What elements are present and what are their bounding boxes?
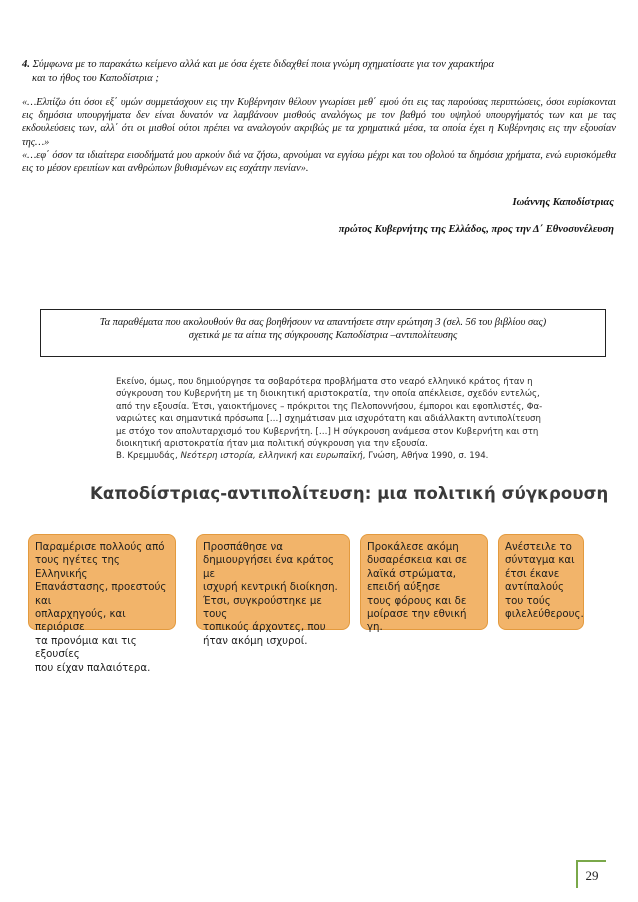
page-number: 29 xyxy=(576,860,606,888)
card-sidelined-leaders xyxy=(28,534,176,674)
card-suspended-constitution xyxy=(498,534,584,630)
conflict-cards xyxy=(28,534,598,674)
excerpt-line: από την εξουσία. Έτσι, γαιοκτήμονες – πρόκριτοι της Πελοποννήσου, έμποροι και εφοπλιστές, Φα- xyxy=(116,401,543,412)
excerpt-line: σύγκρουση του Κυβερνήτη με τη διοικητική αριστοκρατία, την οποία απέκλεισε, σχεδόν εντελώς, xyxy=(116,389,540,400)
source-author: Β. Κρεμμυδάς, xyxy=(116,451,178,462)
card-line: Προκάλεσε ακόμη xyxy=(367,542,459,553)
card-line: ήταν ακόμη ισχυροί. xyxy=(203,635,308,647)
card-line: του τούς xyxy=(505,595,551,607)
card-line: δυσαρέσκεια και σε xyxy=(367,555,468,567)
card-popular-discontent xyxy=(360,534,488,634)
card-line: έτσι έκανε xyxy=(505,568,560,580)
card-line: ισχυρή κεντρική διοίκηση. xyxy=(203,582,338,594)
card-line: Παραμέρισε πολλούς από xyxy=(35,542,165,553)
card-line: αντίπαλούς xyxy=(505,582,564,594)
source-book: Νεότερη ιστορία, ελληνική και ευρωπαϊκή xyxy=(180,451,363,462)
quote-paragraph-1: «…Ελπίζω ότι όσοι εξ΄ υμών συμμετάσχουν εις την Κυβέρνησιν θέλουν γνωρίσει μεθ΄ εμού ότι εις τας παρούσας περιπτώσεις, όσοι ευρίσκονται εις δημόσια υπουργήματα δεν είναι δυνατόν να λαμβάνουν μισθούς αναλόγως με τον βαθμό του υψηλού υπουργήματός των και με τας εκδουλεύσεις των, αλλ΄ ότι οι μισθοί ούτοι πρέπει να αναλογούν ακριβώς με τα χρηματικά μέσα, τα οποία έχει η Κυβέρνησις εις την εξουσίαν της…» xyxy=(22,97,616,148)
card-line: Ανέστειλε το xyxy=(505,542,572,553)
card-line: επειδή αύξησε xyxy=(367,582,441,594)
kapodistrias-quote xyxy=(22,96,616,175)
hint-box xyxy=(40,309,606,357)
card-line: τοπικούς άρχοντες, που xyxy=(203,622,326,634)
card-line: Προσπάθησε να xyxy=(203,542,283,553)
quote-paragraph-2: «…εφ΄ όσον τα ιδιαίτερα εισοδήματά μου αρκούν διά να ζήσω, αρνούμαι να εγγίσω μέχρι και του οβολού τα δημόσια χρήματα, ενώ ευρισκόμεθα εις το μέσον ερειπίων και ανθρώπων βυθισμένων εις εσχάτην πενίαν». xyxy=(22,149,616,175)
card-line: που είχαν παλαιότερα. xyxy=(35,662,151,674)
textbook-excerpt xyxy=(116,376,556,463)
excerpt-source xyxy=(116,450,556,462)
excerpt-line: με στόχο τον απολυταρχισμό του Κυβερνήτη. […] Η σύγκρουση ανάμεσα στον Κυβερνήτη και στη xyxy=(116,426,539,437)
question-text-line1: Σύμφωνα με το παρακάτω κείμενο αλλά και με όσα έχετε διδαχθεί ποια γνώμη σχηματίσατε για τον χαρακτήρα xyxy=(32,59,494,70)
card-central-state xyxy=(196,534,350,647)
card-line: οπλαρχηγούς, και περιόρισε xyxy=(35,609,126,634)
hint-line-2: σχετικά με τα αίτια της σύγκρουσης Καποδίστρια –αντιπολίτευσης xyxy=(188,330,458,341)
card-line: δημιουργήσει ένα κράτος με xyxy=(203,555,335,580)
section-heading: Καποδίστριας-αντιπολίτευση: μια πολιτική σύγκρουση xyxy=(90,484,609,503)
question-text-line2: και το ήθος του Καποδίστρια ; xyxy=(32,72,159,84)
card-line: φιλελεύθερους. xyxy=(505,609,584,621)
card-line: τους φόρους και δε xyxy=(367,595,467,607)
excerpt-line: διοικητική αριστοκρατία ήταν μια πολιτική σύγκρουση για την εξουσία. xyxy=(116,439,428,450)
question-4 xyxy=(22,58,622,85)
card-line: τους ηγέτες της Ελληνικής xyxy=(35,555,120,580)
signature-title: πρώτος Κυβερνήτης της Ελλάδος, προς την Δ΄ Εθνοσυνέλευση xyxy=(338,224,614,235)
excerpt-line: Εκείνο, όμως, που δημιούργησε τα σοβαρότερα προβλήματα στο νεαρό ελληνικό κράτος ήταν η xyxy=(116,377,533,387)
card-line: Επανάστασης, προεστούς και xyxy=(35,582,167,607)
hint-line-1: Τα παραθέματα που ακολουθούν θα σας βοηθήσουν να απαντήσετε στην ερώτηση 3 (σελ. 56 του βιβλίου σας) xyxy=(99,317,547,328)
question-number: 4. xyxy=(22,59,30,70)
card-line: λαϊκά στρώματα, xyxy=(367,568,457,580)
card-line: τα προνόμια και τις εξουσίες xyxy=(35,635,137,661)
signature-name: Ιωάννης Καποδίστριας xyxy=(512,197,614,208)
card-line: μοίρασε την εθνική γη. xyxy=(367,609,467,634)
excerpt-line: ναριώτες και σημαντικά πρόσωπα […] σχημάτισαν μια ισχυρότατη και αδιάλλακτη αντιπολίτευση xyxy=(116,414,541,425)
card-line: σύνταγμα και xyxy=(505,555,575,567)
card-line: Έτσι, συγκρούστηκε με τους xyxy=(203,595,322,621)
source-rest: , Γνώση, Αθήνα 1990, σ. 194. xyxy=(362,451,489,462)
